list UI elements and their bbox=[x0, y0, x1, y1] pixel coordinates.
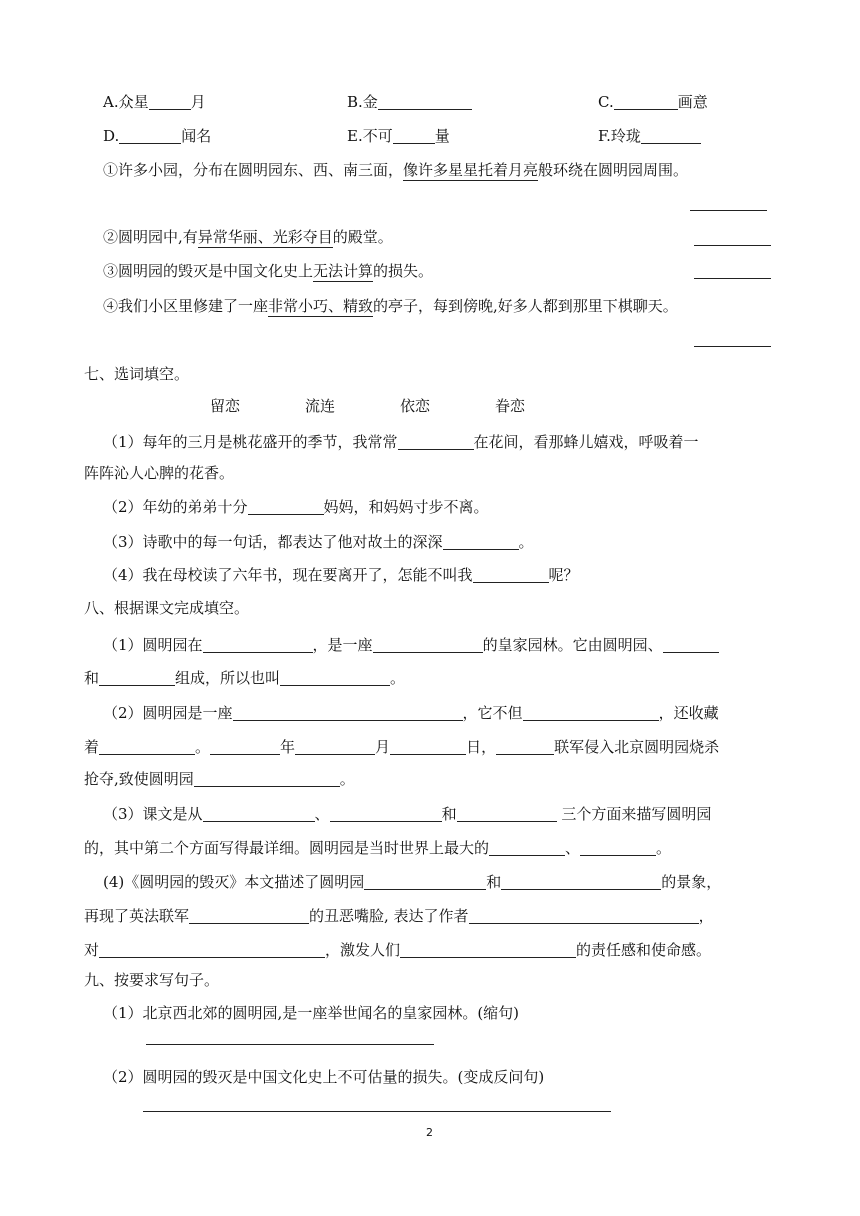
option-b-blank[interactable] bbox=[378, 94, 472, 110]
sec8-p3-c: 和 bbox=[441, 805, 457, 823]
option-b bbox=[347, 94, 472, 110]
sec7-q1-pre: （1）每年的三月是桃花盛开的季节，我常常 bbox=[103, 433, 398, 451]
sec8-blank[interactable] bbox=[233, 705, 463, 721]
sentence-3-answer-line[interactable] bbox=[694, 278, 771, 279]
sec8-blank[interactable] bbox=[501, 874, 661, 890]
option-c-text: C. bbox=[598, 93, 614, 111]
sec8-blank[interactable] bbox=[580, 840, 656, 856]
sec8-p4-h: ，激发人们 bbox=[325, 941, 401, 959]
sentence-2-pre: ②圆明园中,有 bbox=[103, 228, 198, 246]
sec8-p4-line3 bbox=[84, 942, 711, 958]
sec8-blank[interactable] bbox=[99, 670, 175, 686]
sec7-q2 bbox=[103, 499, 489, 515]
sec8-blank[interactable] bbox=[99, 739, 195, 755]
sec8-blank[interactable] bbox=[203, 637, 313, 653]
sec8-blank[interactable] bbox=[189, 908, 309, 924]
sec8-p2-line1 bbox=[103, 705, 719, 721]
option-f-blank[interactable] bbox=[641, 128, 701, 144]
sec8-p4-e: 的丑恶嘴脸, 表达了作者 bbox=[309, 907, 469, 925]
option-c-blank[interactable] bbox=[614, 94, 678, 110]
sentence-2-post: 的殿堂。 bbox=[332, 228, 393, 246]
sentence-1-answer-line[interactable] bbox=[690, 210, 767, 211]
sec8-p4-d: 再现了英法联军 bbox=[84, 907, 190, 925]
sec8-blank[interactable] bbox=[400, 942, 576, 958]
sentence-4-answer-line[interactable] bbox=[694, 346, 771, 347]
word-bank-item: 依恋 bbox=[400, 397, 431, 415]
sec8-p3-e: 的，其中第二个方面写得最详细。圆明园是当时世界上最大的 bbox=[84, 839, 490, 857]
option-b-text: B.金 bbox=[347, 93, 378, 111]
sec8-p1-d: 和 bbox=[84, 669, 100, 687]
sec8-blank[interactable] bbox=[330, 806, 442, 822]
sec8-p4-i: 的责任感和使命感。 bbox=[576, 941, 712, 959]
sec8-blank[interactable] bbox=[663, 637, 719, 653]
sec8-p2-c: ，还收藏 bbox=[658, 704, 719, 722]
sec8-blank[interactable] bbox=[489, 840, 565, 856]
sec7-q3-blank[interactable] bbox=[443, 534, 519, 550]
section-9-title: 九、按要求写句子。 bbox=[84, 971, 220, 989]
sec8-blank[interactable] bbox=[496, 739, 554, 755]
sec9-q2: （2）圆明园的毁灭是中国文化史上不可估量的损失。(变成反问句) bbox=[103, 1068, 545, 1086]
page-number: 2 bbox=[426, 1126, 433, 1139]
sec8-p3-f: 、 bbox=[565, 839, 581, 857]
sec8-p4-f: ， bbox=[698, 907, 714, 925]
sec8-p2-h: 日， bbox=[466, 738, 497, 756]
sec7-q3-pre: （3）诗歌中的每一句话，都表达了他对故土的深深 bbox=[103, 533, 443, 551]
sec8-p4-line2 bbox=[84, 908, 714, 924]
option-e-blank[interactable] bbox=[393, 128, 435, 144]
option-a-blank[interactable] bbox=[149, 94, 191, 110]
sec8-blank[interactable] bbox=[210, 739, 280, 755]
sec8-p1-line1 bbox=[103, 637, 719, 653]
sec8-blank[interactable] bbox=[390, 739, 466, 755]
sentence-2 bbox=[103, 230, 393, 245]
sec8-p2-j: 抢夺,致使圆明园 bbox=[84, 770, 194, 788]
sec8-p4-a: (4)《圆明园的毁灭》本文描述了圆明园 bbox=[103, 873, 365, 891]
word-bank bbox=[210, 399, 240, 414]
sec7-q3 bbox=[103, 534, 534, 550]
option-a bbox=[103, 94, 206, 110]
sec8-p4-g: 对 bbox=[84, 941, 100, 959]
sec8-blank[interactable] bbox=[194, 771, 340, 787]
sec8-p2-d: 着 bbox=[84, 738, 100, 756]
option-e bbox=[347, 128, 450, 144]
word-bank-item: 留恋 bbox=[210, 397, 241, 415]
sec8-blank[interactable] bbox=[295, 739, 375, 755]
option-f-text: F.玲珑 bbox=[598, 127, 641, 145]
sec8-blank[interactable] bbox=[203, 806, 315, 822]
sec8-p1-b: ，是一座 bbox=[312, 636, 373, 654]
sentence-1-pre: ①许多小园，分布在圆明园东、西、南三面， bbox=[103, 161, 404, 179]
sec7-q3-post: 。 bbox=[518, 533, 534, 551]
word-bank-item: 眷恋 bbox=[495, 397, 526, 415]
sentence-4-pre: ④我们小区里修建了一座 bbox=[103, 297, 269, 315]
option-d-suffix: 闻名 bbox=[181, 127, 212, 145]
sentence-1 bbox=[103, 163, 688, 178]
sec8-p2-e: 。 bbox=[195, 738, 211, 756]
sentence-3-pre: ③圆明园的毁灭是中国文化史上 bbox=[103, 262, 314, 280]
sentence-1-post: 般环绕在圆明园周围。 bbox=[538, 161, 689, 179]
sec7-q1-blank[interactable] bbox=[398, 434, 474, 450]
option-c-suffix: 画意 bbox=[677, 93, 708, 111]
sec8-blank[interactable] bbox=[280, 670, 390, 686]
section-7-title: 七、选词填空。 bbox=[84, 365, 190, 383]
sec7-q1-post: 在花间，看那蜂儿嬉戏，呼吸着一 bbox=[473, 433, 699, 451]
option-d bbox=[103, 128, 211, 144]
sec7-q4-post: 呢？ bbox=[548, 566, 579, 584]
section-8-title: 八、根据课文完成填空。 bbox=[84, 599, 250, 617]
sec8-p2-a: （2）圆明园是一座 bbox=[103, 704, 233, 722]
sec7-q2-pre: （2）年幼的弟弟十分 bbox=[103, 498, 248, 516]
sentence-2-underlined: 异常华丽、光彩夺目 bbox=[197, 228, 333, 246]
sec8-p2-b: ，它不但 bbox=[462, 704, 523, 722]
sec8-blank[interactable] bbox=[373, 637, 483, 653]
sec9-q2-answer-line[interactable] bbox=[143, 1111, 611, 1112]
sec8-blank[interactable] bbox=[364, 874, 486, 890]
option-c bbox=[598, 94, 708, 110]
sec7-q2-blank[interactable] bbox=[248, 499, 324, 515]
sentence-3-post: 的损失。 bbox=[373, 262, 434, 280]
sec7-q4 bbox=[103, 567, 579, 583]
sec8-p1-e: 组成，所以也叫 bbox=[175, 669, 281, 687]
sec8-p3-g: 。 bbox=[656, 839, 672, 857]
option-f bbox=[598, 128, 701, 144]
sec8-p3-b: 、 bbox=[314, 805, 330, 823]
sec8-p1-c: 的皇家园林。它由圆明园、 bbox=[482, 636, 663, 654]
sec8-p2-line3 bbox=[84, 771, 355, 787]
sentence-2-answer-line[interactable] bbox=[694, 245, 771, 246]
option-d-blank[interactable] bbox=[119, 128, 181, 144]
sec8-p1-f: 。 bbox=[390, 669, 406, 687]
sec7-q2-post: 妈妈，和妈妈寸步不离。 bbox=[323, 498, 489, 516]
sec7-q1-line2: 阵阵沁人心脾的花香。 bbox=[84, 464, 235, 482]
sec8-blank[interactable] bbox=[457, 806, 557, 822]
word-bank-item: 流连 bbox=[305, 397, 336, 415]
sec8-p2-g: 月 bbox=[375, 738, 391, 756]
sec8-p2-f: 年 bbox=[280, 738, 296, 756]
sec8-blank[interactable] bbox=[99, 942, 325, 958]
sec7-q1 bbox=[103, 434, 699, 450]
sentence-4 bbox=[103, 299, 678, 314]
sec7-q4-pre: （4）我在母校读了六年书，现在要离开了，怎能不叫我 bbox=[103, 566, 473, 584]
option-e-text: E.不可 bbox=[347, 127, 393, 145]
sec8-p1-a: （1）圆明园在 bbox=[103, 636, 203, 654]
sec8-p3-d: 三个方面来描写圆明园 bbox=[556, 805, 712, 823]
sec9-q1: （1）北京西北郊的圆明园,是一座举世闻名的皇家园林。(缩句) bbox=[103, 1004, 520, 1022]
option-e-suffix: 量 bbox=[434, 127, 450, 145]
sentence-4-post: 的亭子，每到傍晚,好多人都到那里下棋聊天。 bbox=[373, 297, 678, 315]
sec8-blank[interactable] bbox=[469, 908, 699, 924]
sec8-p2-i: 联军侵入北京圆明园烧杀 bbox=[554, 738, 720, 756]
option-a-text: A.众星 bbox=[103, 93, 149, 111]
sentence-3 bbox=[103, 264, 433, 279]
sec8-p1-line2 bbox=[84, 670, 405, 686]
sec8-p4-c: 的景象， bbox=[661, 873, 722, 891]
sec8-p3-line2 bbox=[84, 840, 671, 856]
sec8-p4-line1 bbox=[103, 874, 721, 890]
sentence-4-underlined: 非常小巧、精致 bbox=[268, 297, 374, 315]
sec8-blank[interactable] bbox=[523, 705, 659, 721]
sentence-3-underlined: 无法计算 bbox=[313, 262, 374, 280]
sec7-q4-blank[interactable] bbox=[473, 567, 549, 583]
sec8-p3-a: （3）课文是从 bbox=[103, 805, 203, 823]
sec8-p2-line2 bbox=[84, 739, 719, 755]
sentence-1-underlined: 像许多星星托着月亮 bbox=[403, 161, 539, 179]
sec8-p4-b: 和 bbox=[486, 873, 502, 891]
sec8-p2-k: 。 bbox=[339, 770, 355, 788]
sec9-q1-answer-line[interactable] bbox=[146, 1044, 434, 1045]
option-a-suffix: 月 bbox=[190, 93, 206, 111]
option-d-text: D. bbox=[103, 127, 120, 145]
sec8-p3-line1 bbox=[103, 806, 711, 822]
